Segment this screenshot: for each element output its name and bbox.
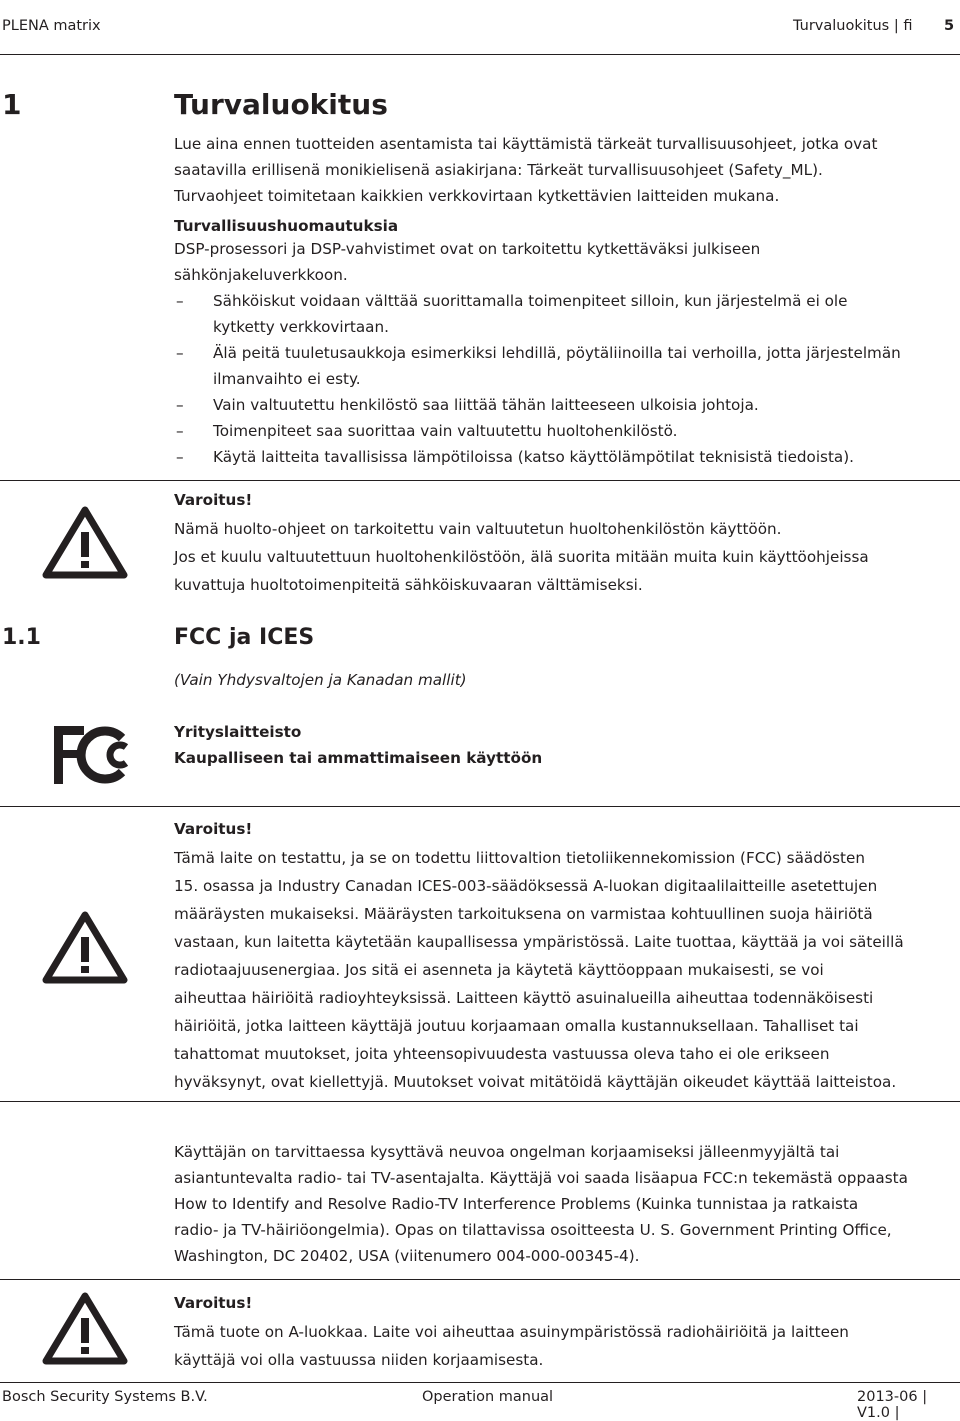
intro-paragraph — [174, 131, 954, 209]
advice-line: asiantuntevalta radio- tai TV-asentajalta. Käyttäjä voi saada lisäapua FCC:n tekemästä oppaasta — [174, 1169, 908, 1187]
bullet-line: Käytä laitteita tavallisissa lämpötiloissa (katso käyttölämpötilat teknisistä tiedoista). — [213, 448, 854, 466]
subsection-subtitle: (Vain Yhdysvaltojen ja Kanadan mallit) — [174, 671, 467, 689]
bullet-item — [213, 444, 958, 470]
footer-rule — [0, 1382, 960, 1383]
subsection-title: FCC ja ICES — [174, 625, 315, 650]
header-page-number: 5 — [944, 18, 955, 34]
notes-line: DSP-prosessori ja DSP-vahvistimet ovat on tarkoitettu kytkettäväksi julkiseen — [174, 240, 761, 258]
intro-line: Turvaohjeet toimitetaan kaikkien verkkovirtaan kytkettävien laitteiden mukana. — [174, 187, 780, 205]
warning1-top-rule — [0, 480, 960, 481]
bullet-dash: – — [176, 448, 184, 466]
warning-triangle-icon — [42, 910, 128, 988]
warning2-line: radiotaajuusenergiaa. Jos sitä ei asenneta ja käytetä käyttöoppaan mukaisesti, se voi — [174, 961, 824, 979]
bullet-item — [213, 288, 958, 340]
warning2-bottom-rule — [0, 1101, 960, 1102]
bullet-line: Toimenpiteet saa suorittaa vain valtuutettu huoltohenkilöstö. — [213, 422, 678, 440]
footer-company: Bosch Security Systems B.V. — [2, 1389, 208, 1405]
device-use: Kaupalliseen tai ammattimaiseen käyttöön — [174, 749, 543, 767]
warning1-heading: Varoitus! — [174, 491, 253, 509]
footer-doc-title: Operation manual — [422, 1389, 554, 1405]
warning2-line: aiheuttaa häiriöitä radioyhteyksissä. Laitteen käyttö asuinalueilla aiheuttaa todennäköisesti — [174, 989, 874, 1007]
fcc-logo-icon — [54, 726, 134, 788]
bullet-dash: – — [176, 422, 184, 440]
warning3-top-rule — [0, 1279, 960, 1280]
advice-line: radio- ja TV-häiriöongelmia). Opas on tilattavissa osoitteesta U. S. Government Printing Office, — [174, 1221, 892, 1239]
warning2-line: tahattomat muutokset, joita yhteensopivuudesta vastuussa oleva taho ei ole erikseen — [174, 1045, 830, 1063]
device-class: Yrityslaitteisto — [174, 723, 302, 741]
warning2-line: 15. osassa ja Industry Canadan ICES-003-säädöksessä A-luokan digitaalilaitteille asetettujen — [174, 877, 878, 895]
safety-notes-heading: Turvallisuushuomautuksia — [174, 217, 399, 235]
warning2-line: määräysten mukaiseksi. Määräysten tarkoituksena on varmistaa kohtuullinen suoja häiriötä — [174, 905, 873, 923]
warning-triangle-icon — [42, 505, 128, 583]
warning1-line: Jos et kuulu valtuutettuun huoltohenkilöstöön, älä suorita mitään muita kuin käyttöohjeissa — [174, 548, 869, 566]
section-number: 1 — [2, 88, 22, 121]
bullet-item — [213, 340, 958, 392]
warning3-text — [174, 1318, 954, 1374]
warning2-line: häiriöitä, jotka laitteen käyttäjä joutuu korjaamaan omalla kustannuksellaan. Tahalliset tai — [174, 1017, 859, 1035]
footer-version: 2013-06 | V1.0 | — [857, 1389, 928, 1421]
section-title: Turvaluokitus — [174, 88, 388, 121]
subsection-number: 1.1 — [2, 625, 41, 650]
warning2-line: vastaan, kun laitetta käytetään kaupallisessa ympäristössä. Laite tuottaa, käyttää ja voi säteillä — [174, 933, 904, 951]
warning-triangle-icon — [42, 1291, 128, 1369]
header-rule — [0, 54, 960, 55]
warning2-top-rule — [0, 806, 960, 807]
notes-line: sähkönjakeluverkkoon. — [174, 266, 348, 284]
warning3-heading: Varoitus! — [174, 1294, 253, 1312]
warning1-text — [174, 515, 954, 599]
bullet-line: Vain valtuutettu henkilöstö saa liittää tähän laitteeseen ulkoisia johtoja. — [213, 396, 759, 414]
advice-paragraph — [174, 1139, 959, 1269]
advice-line: Käyttäjän on tarvittaessa kysyttävä neuvoa ongelman korjaamiseksi jälleenmyyjältä tai — [174, 1143, 840, 1161]
intro-line: saatavilla erillisenä monikielisenä asiakirjana: Tärkeät turvallisuusohjeet (Safety_ML). — [174, 161, 823, 179]
bullet-line: Älä peitä tuuletusaukkoja esimerkiksi lehdillä, pöytäliinoilla tai verhoilla, jotta järjestelmän — [213, 344, 901, 362]
advice-line: How to Identify and Resolve Radio-TV Interference Problems (Kuinka tunnistaa ja ratkaista — [174, 1195, 859, 1213]
bullet-dash: – — [176, 396, 184, 414]
bullet-item — [213, 392, 958, 418]
bullet-line: Sähköiskut voidaan välttää suorittamalla toimenpiteet silloin, kun järjestelmä ei ole — [213, 292, 848, 310]
bullet-line: ilmanvaihto ei esty. — [213, 370, 361, 388]
bullet-dash: – — [176, 344, 184, 362]
warning2-line: hyväksynyt, ovat kiellettyjä. Muutokset voivat mitätöidä käyttäjän oikeudet käyttää laitteistoa. — [174, 1073, 897, 1091]
bullet-dash: – — [176, 292, 184, 310]
warning1-line: Nämä huolto-ohjeet on tarkoitettu vain valtuutetun huoltohenkilöstön käyttöön. — [174, 520, 782, 538]
header-product: PLENA matrix — [2, 18, 101, 34]
header-section: Turvaluokitus | fi — [793, 18, 913, 34]
advice-line: Washington, DC 20402, USA (viitenumero 004-000-00345-4). — [174, 1247, 640, 1265]
intro-line: Lue aina ennen tuotteiden asentamista tai käyttämistä tärkeät turvallisuusohjeet, jotka ovat — [174, 135, 878, 153]
warning3-line: käyttäjä voi olla vastuussa niiden korjaamisesta. — [174, 1351, 544, 1369]
bullet-line: kytketty verkkovirtaan. — [213, 318, 389, 336]
warning1-line: kuvattuja huoltotoimenpiteitä sähköiskuvaaran välttämiseksi. — [174, 576, 643, 594]
warning3-line: Tämä tuote on A-luokkaa. Laite voi aiheuttaa asuinympäristössä radiohäiriöitä ja laitteen — [174, 1323, 849, 1341]
warning2-heading: Varoitus! — [174, 820, 253, 838]
warning2-line: Tämä laite on testattu, ja se on todettu liittovaltion tietoliikennekomission (FCC) säädösten — [174, 849, 865, 867]
safety-notes-text — [174, 236, 954, 288]
warning2-text — [174, 844, 954, 1096]
bullet-item — [213, 418, 958, 444]
